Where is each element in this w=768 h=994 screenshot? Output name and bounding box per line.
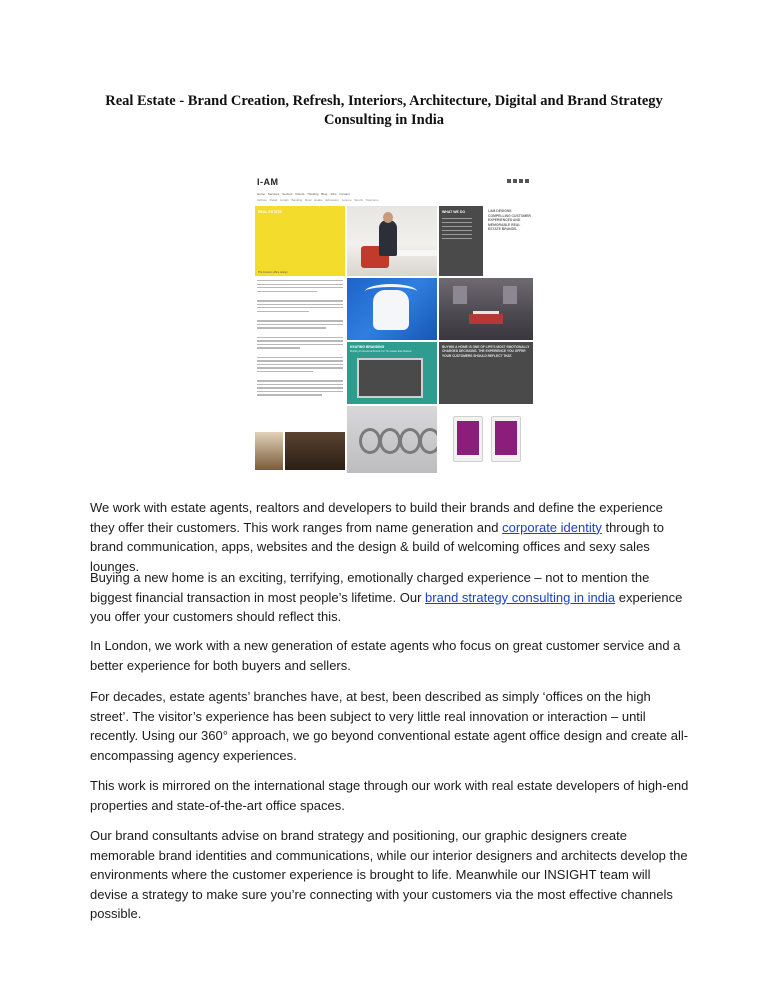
keating-branding-tile [347,342,437,404]
office-photo [347,206,437,276]
corporate-identity-link[interactable]: corporate identity [502,519,602,535]
keating-subtitle: Building Professional Brands For The Estate Sale Markets [350,350,412,353]
keating-title: KEATING BRANDING [350,345,385,349]
social-icon [519,179,523,183]
interior-thumbnails [255,430,345,470]
paragraph-1-text-end: through to brand communication, apps, websites and the design & build of welcoming offices and sexy sales lounges. [90,519,664,574]
real-estate-tile [255,206,345,276]
brand-strategy-link[interactable]: brand strategy consulting in india [425,589,616,605]
what-we-do-heading: WHAT WE DO [442,210,466,214]
site-logo: I-AM [257,177,279,187]
screenshot-text-column [257,278,343,428]
quote-text: BUYING A HOME IS ONE OF LIFE'S MOST EMOTIONALLY CHARGED DECISIONS. THE EXPERIENCE YOU OFFER YOUR CUSTOMERS SHOULD REFLECT THAT. [442,345,530,358]
paragraph-1-text: We work with estate agents, realtors and developers to build their brands and define the experience they offer their customers. This work ranges from name generation and [90,500,663,535]
tagline-tile [485,206,533,276]
paragraph-2-text-end: experience you offer your customers should reflect this. [90,589,683,625]
page-title: Real Estate - Brand Creation, Refresh, Interiors, Architecture, Digital and Brand Strategy Consulting in India [105,93,663,128]
paragraph-2-text: Buying a new home is an exciting, terrifying, emotionally charged experience – not to mention the biggest financial transaction in most people’s lifetime. Our [90,570,650,605]
real-estate-caption: The Foxtons office design [258,271,288,274]
social-links [507,179,529,185]
social-icon [525,179,529,183]
paragraph-2 [90,568,690,627]
quote-tile [439,342,533,404]
paragraph-5: This work is mirrored on the international stage through our work with real estate developers of high-end properties and state-of-the-art office spaces. [90,778,689,813]
tablet-displays-photo [439,406,533,473]
what-we-do-tile [439,206,483,276]
signage-photo [347,406,437,473]
website-screenshot [255,173,533,473]
paragraph-6: Our brand consultants advise on brand strategy and positioning, our graphic designers create memorable brand identities and communications, while our interior designers and architects develop the environments where the customer experience is brought to life. Meanwhile our INSIGHT team will devise a strategy to make sure you’re connecting with your customers via the most effective channels possible. [90,828,688,922]
social-icon [507,179,511,183]
paragraph-3: In London, we work with a new generation of estate agents who focus on great customer service and a better experience for both buyers and sellers. [90,638,681,673]
site-nav: Home Services Sectors Clients Thinking Blog Jobs Contact [257,192,350,196]
real-estate-label: REAL ESTATE [258,210,282,214]
social-icon [513,179,517,183]
paragraph-1 [90,498,690,576]
tagline-text: I-AM DESIGNS COMPELLING CUSTOMER EXPERIENCES AND MEMORABLE REAL ESTATE BRANDS. [488,209,531,232]
paragraph-4: For decades, estate agents’ branches have, at best, been described as simply ‘offices on the high street’. The visitor’s experience has been subject to very little real innovation or interaction – until recently. Using our 360° approach, we go beyond conventional estate agent office design and create all-encompassing agency experiences. [90,689,689,763]
meeting-room-photo [439,278,533,340]
site-subnav: Airlines Retail Hotels Banking Real Estate Education Leisure Sports Telecoms [257,198,379,202]
deer-graphic-photo [347,278,437,340]
